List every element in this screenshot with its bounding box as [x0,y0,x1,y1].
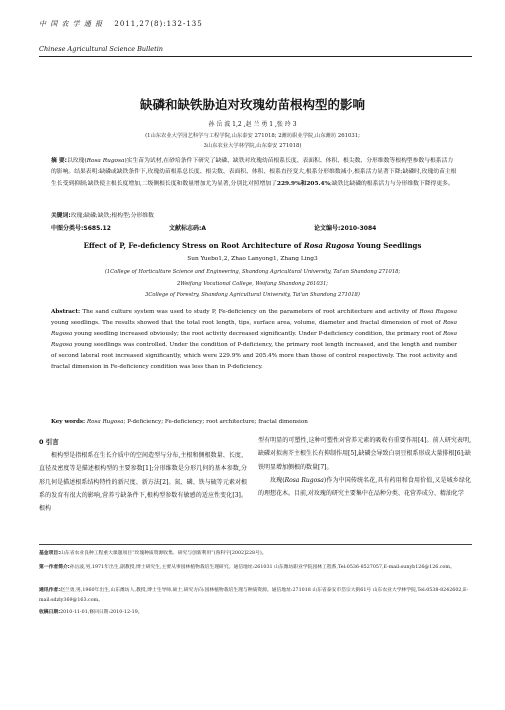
abstract-en-species-3: Rosa Rugosa [51,331,457,349]
paper-title-cn: 缺磷和缺铁胁迫对玫瑰幼苗根构型的影响 [139,97,365,112]
authors-cn: 孙 岳 波 1,2 ,赵 兰 勇 1 ,张 玲 3 [208,121,297,128]
affiliation-en-3: 3College of Forestry, Shandong Agricultural University, Tai'an Shandong 271018) [145,292,360,298]
keywords-en-label: Key words: [51,419,86,425]
footnote-funding-text: 山东省农业良种工程重大课题项目“玫瑰种质资源收集、研究与创新利用”(鲁科字[2002]228号)。 [60,551,267,556]
intro-right-para-2 [258,474,471,501]
footnote-dates-label: 收稿日期: [39,610,61,615]
footnote-funding [39,549,472,559]
abstract-cn-label: 摘 要: [51,158,67,164]
affiliation-cn-2: 3山东农业大学林学院,山东泰安 271018) [203,143,302,149]
affiliation-en-2: 2Weifang Vocational College, Weifang Shandong 261031; [176,281,329,287]
abstract-en-species-2: Rosa Rugosa [51,320,457,338]
abstract-en-text-2: young seedlings. The results showed that the total root length, tips, surface area, volume, diameter and fractal dimension of root of [51,320,443,327]
section-heading-intro: 0 引言 [39,438,59,446]
clc-number: 中图分类号:S685.12 [51,225,111,232]
intro-right-para-2-a: 玫瑰( [270,476,285,484]
intro-right-para-2-b: )作为中国传统名花,具有药用和食用价值,又是城乡绿化的理想花木。目前,对玫瑰的研究主要集中在品种分类、花营养成分、精油化学 [258,476,471,498]
footnote-corresponding-text: 赵兰勇,男,1960年出生,山东潍坊人,教授,博士生导师,硕士,研究方向:园林植物栽培生理与种质资源。通信地址:271018 山东省泰安市岱宗大街61号 山东农业大学林学院,Tel:0538-8242602,E-mail:sdzly369@163.com。 [39,588,469,603]
intro-right-para-1: 型有明显的可塑性,这种可塑性对营养元素的吸收有重要作用[4]。前人研究表明,缺磷对拟南芥主根生长有抑制作用[5],缺磷会导致白羽豆根系形成大量排根[6];缺铁明显增加侧根的数量[7]。 [258,437,471,471]
abstract-en-text-4: young seedlings was controlled. Under the condition of P-deficiency, the primary root length increased, and the length and number of second lateral root increased significantly, which were 229.9% and 205.4% more than those of control respectively. The root activity and fractal dimension in Fe-deficiency condition was less than in P-deficiency. [51,342,457,371]
abstract-cn-text-1: 以玫瑰( [66,158,87,164]
abstract-en [51,307,457,374]
title-en-prefix: Effect of P, Fe-deficiency Stress on Root Architecture of [83,241,304,250]
abstract-en-text-3: young seedling increased obviously; the root activity decreased significantly. Under P-deficiency condition, the primary root of [72,331,443,338]
journal-name-en: Chinese Agricultural Science Bulletin [39,45,163,53]
journal-header [39,19,203,29]
footnote-dates [39,608,472,618]
keywords-cn-label: 关键词: [51,213,71,219]
title-en-suffix: Young Seedlings [354,241,422,250]
footnote-dates-text: 2010-11-01,修回日期:2010-12-19。 [60,610,143,615]
affiliation-en-1: (1College of Horticulture Science and Engineering, Shandong Agricultural University, Tai'an Shandong 271018; [104,269,401,275]
abstract-cn-text-3: ;缺铁比缺磷的根系活力与分形维数下降得更多。 [330,180,454,187]
footnote-corresponding-label: 通讯作者: [39,588,61,593]
footnote-funding-label: 基金项目: [39,551,61,556]
footnote-first-author-label: 第一作者简介: [39,565,70,570]
authors-en: Sun Yuebo1,2, Zhao Lanyong1, Zhang Ling3 [187,256,318,262]
keywords-en-text: ; P-deficiency; Fe-deficiency; root architecture; fractal dimension [123,419,308,425]
paper-title-en [0,241,505,250]
abstract-en-species-1: Rosa Rugosa [419,309,457,315]
footnote-first-author-text: 孙岳波,男,1971年出生,副教授,博士研究生,主要从事园林植物栽培生理研究。通信地址:261031 山东潍坊职业学院园林工程系,Tel:0536-8527057,E-mail:sunyb126@126.com。 [69,565,455,570]
intro-right-para-2-species: Rosa Rugosa [284,476,324,484]
keywords-en [51,419,457,425]
header-divider [39,56,472,57]
abstract-en-text-1: The sand culture system was used to study P, Fe-deficiency on the parameters of root architecture and activity of [80,309,420,315]
title-en-species: Rosa Rugosa [303,241,355,250]
paper-number: 论文编号:2010-3084 [314,225,377,232]
abstract-cn [51,156,457,190]
document-code: 文献标志码:A [169,225,207,232]
intro-right-column [258,434,471,500]
keywords-en-species: Rosa Rugosa [86,419,124,425]
footnote-divider [39,544,472,545]
footnote-corresponding-author [39,586,472,606]
keywords-cn-text: 玫瑰;缺磷;缺铁;根构型;分形维数 [70,213,154,219]
journal-name-cn: 中 国 农 学 通 报 [39,20,104,28]
footnote-first-author [39,563,472,573]
issue-info: 2011,27(8):132-135 [114,20,203,28]
intro-left-column: 根构型是指根系在生长介质中的空间造型与分布,主根和侧根数量、长度、直径及密度等是描述根构型的主要参数[1];分形维数是分形几何的基本参数,分形几何是描述根系结构特性的新尺度、新方法[2]。氮、磷、铁与硫等元素对根系的发育有很大的影响,营养亏缺条件下,根构型参数有敏感的适应性变化[3]。根构 [39,452,247,513]
abstract-en-label: Abstract: [51,309,81,315]
species-name: Rosa Rugosa [86,158,125,164]
abstract-cn-highlight: 229.9%和205.4% [276,180,331,187]
abstract-cn-text-2: )实生苗为试材,在砂培条件下研究了缺磷、缺铁对玫瑰幼苗根系长度、表面积、体积、根尖数、分形维数等根构型参数与根系活力的影响。结果表明:缺磷或缺铁条件下,玫瑰幼苗根系总长度、根尖数、表面积、体积、根系直径变大,根系分形维数减小,根系活力显著下降;缺磷时,玫瑰幼苗主根生长受到抑制;缺铁使主根长度增加,二级侧根长度和数量增加尤为显著,分别比对照增加了 [51,158,457,187]
affiliation-cn-1: (1山东农业大学园艺科学与工程学院,山东泰安 271018; 2潍坊职业学院,山东潍坊 261031; [145,133,360,139]
keywords-cn [51,210,457,219]
